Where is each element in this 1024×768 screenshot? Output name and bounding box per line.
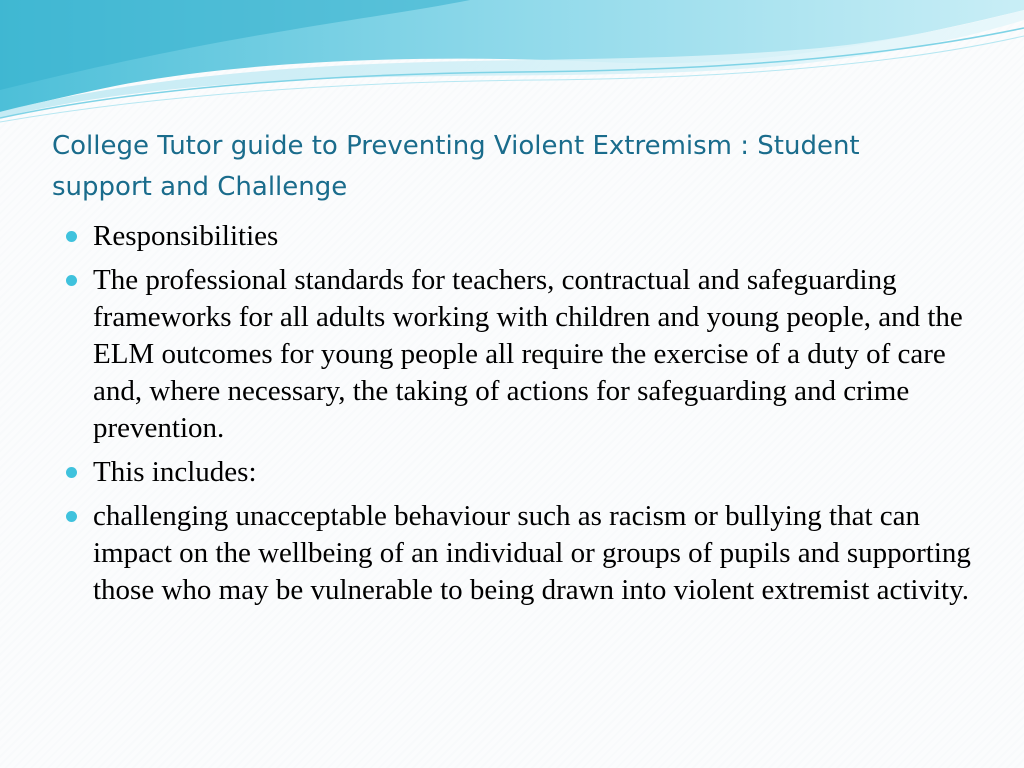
slide-title: College Tutor guide to Preventing Violent Extremism : Student support and Challenge [52,131,860,202]
bullet-dot-icon [66,231,77,242]
bullet-item [62,454,972,491]
bullet-text: Responsibilities [93,220,279,252]
bullet-item [62,498,972,609]
wave-decoration [0,0,1024,130]
bullet-dot-icon [66,467,77,478]
bullet-dot-icon [66,275,77,286]
bullet-text: challenging unacceptable behaviour such as racism or bullying that can impact on the wellbeing of an individual or groups of pupils and supporting those who may be vulnerable to being drawn into violent extremist activity. [93,500,971,606]
bullet-dot-icon [66,511,77,522]
bullet-item [62,218,972,255]
bullet-item [62,262,972,447]
bullet-list [62,218,972,616]
bullet-text: The professional standards for teachers, contractual and safeguarding frameworks for all adults working with children and young people, and the ELM outcomes for young people all require the exercise of a duty of care and, where necessary, the taking of actions for safeguarding and crime prevention. [93,264,963,444]
bullet-text: This includes: [93,456,257,488]
